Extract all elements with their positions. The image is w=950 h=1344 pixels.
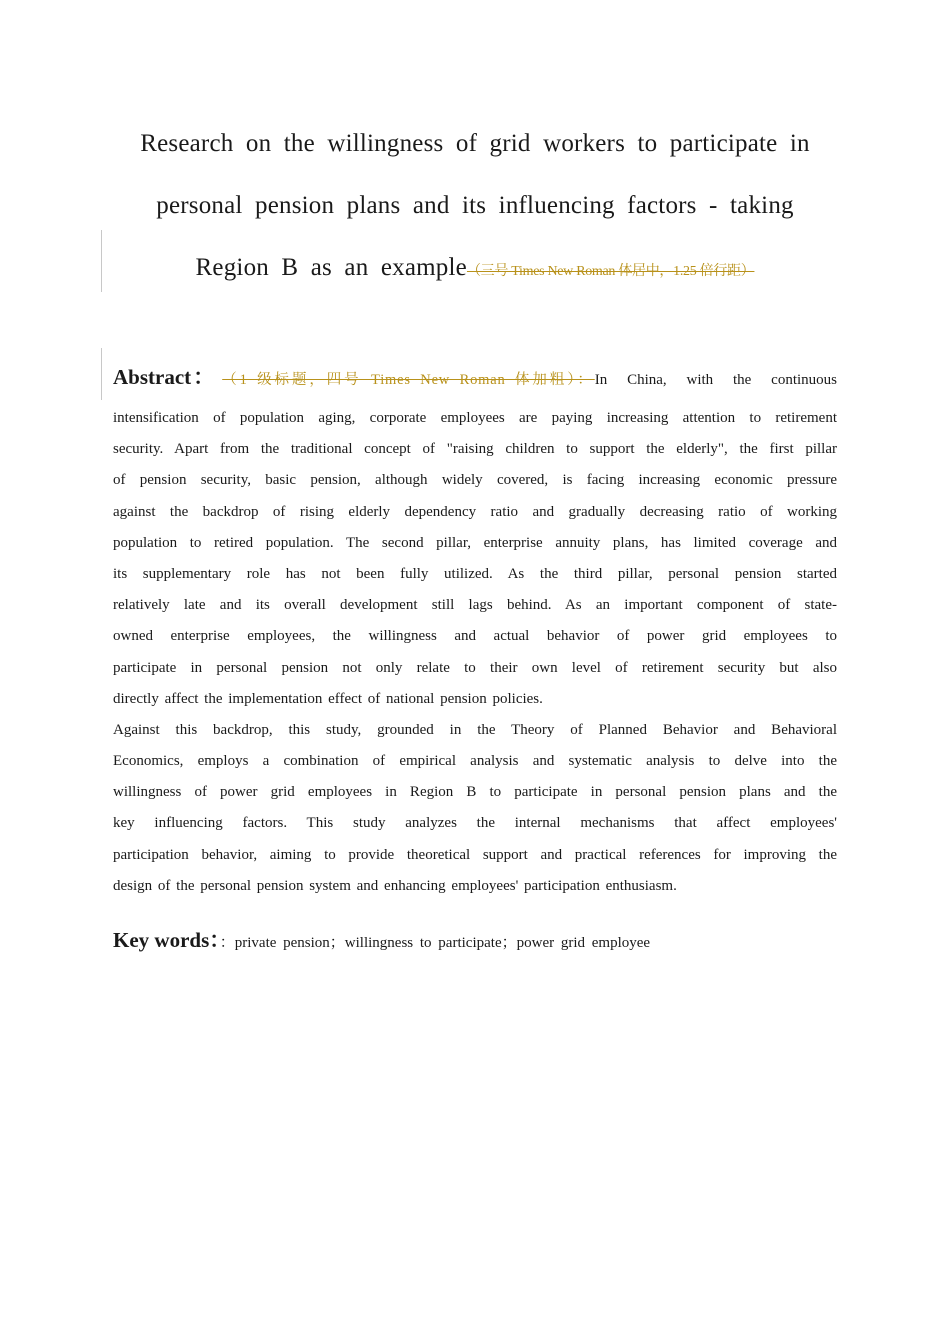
abstract-line-11: directly affect the implementation effect of national pension policies. <box>113 690 543 707</box>
abstract-paragraph-2 <box>113 715 837 902</box>
abstract-line-6: population to retired population. The second pillar, enterprise annuity plans, has limited coverage and <box>113 534 837 551</box>
revision-change-bar-abstract <box>101 348 102 400</box>
abstract-line-2: intensification of population aging, corporate employees are paying increasing attention to retirement <box>113 410 837 426</box>
abstract-line-7: its supplementary role has not been fully utilized. As the third pillar, personal pension started <box>113 565 837 582</box>
abstract-line-5: against the backdrop of rising elderly dependency ratio and gradually decreasing ratio of working <box>113 503 837 520</box>
abstract-p2-line-3: willingness of power grid employees in Region B to participate in personal pension plans and the <box>113 784 837 801</box>
abstract-p2-line-6: design of the personal pension system and enhancing employees' participation enthusiasm. <box>113 877 677 894</box>
abstract-line-3: security. Apart from the traditional concept of "raising children to support the elderly", the first pillar <box>113 441 837 458</box>
keywords-label: Key words： <box>113 928 220 952</box>
abstract-p2-line-1: Against this backdrop, this study, grounded in the Theory of Planned Behavior and Behavioral <box>113 721 837 738</box>
title-line-3-text: Region B as an example <box>195 254 467 281</box>
abstract-line-1: In China, with the continuous <box>594 372 838 388</box>
abstract-p2-line-5: participation behavior, aiming to provide theoretical support and practical references for improving the <box>113 846 837 863</box>
keywords-text: ：private pension；willingness to participate；power grid employee <box>219 935 651 951</box>
title-line-1: Research on the willingness of grid workers to participate in <box>140 130 810 157</box>
revision-change-bar-title <box>101 230 102 292</box>
abstract-first-line <box>113 357 837 397</box>
abstract-format-note-deleted: （1 级标题，四号 Times New Roman 体加粗）： <box>222 372 595 388</box>
abstract-line-4: of pension security, basic pension, although widely covered, is facing increasing economic pressure <box>113 472 837 489</box>
abstract-paragraph-1 <box>113 357 837 715</box>
abstract-line-10: participate in personal pension not only relate to their own level of retirement security but also <box>113 659 837 676</box>
abstract-line-9: owned enterprise employees, the willingness and actual behavior of power grid employees to <box>113 628 837 645</box>
document-title <box>113 113 837 299</box>
title-line-2: personal pension plans and its influencing factors - taking <box>156 192 794 219</box>
title-line-3 <box>113 237 837 299</box>
title-format-note-deleted: （三号 Times New Roman 体居中，1.25 倍行距） <box>466 264 755 279</box>
abstract-line-8: relatively late and its overall development still lags behind. As an important component of state- <box>113 597 837 614</box>
abstract-label: Abstract： <box>113 365 217 389</box>
abstract-section <box>113 357 837 902</box>
abstract-p2-line-4: key influencing factors. This study analyzes the internal mechanisms that affect employees' <box>113 815 837 832</box>
keywords-section <box>113 925 837 958</box>
abstract-p2-line-2: Economics, employs a combination of empirical analysis and systematic analysis to delve into the <box>113 753 837 770</box>
